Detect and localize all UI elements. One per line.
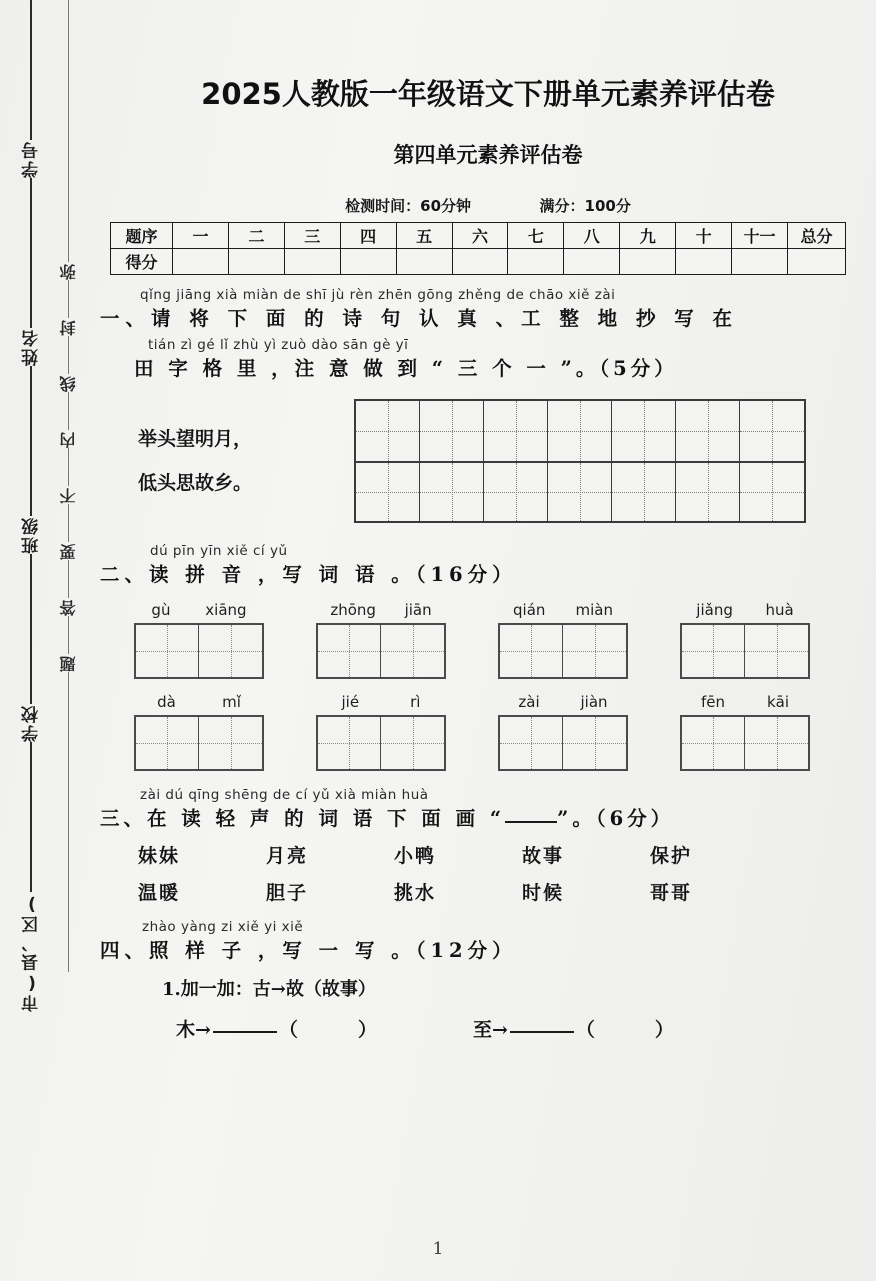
table-row-header xyxy=(111,223,846,249)
word-item xyxy=(680,693,810,771)
pinyin-syllable: mǐ xyxy=(222,693,241,711)
seal-rule-thin xyxy=(68,448,69,486)
seal-column-outer xyxy=(14,0,48,1281)
score-cell-1[interactable] xyxy=(173,249,229,275)
word-cell[interactable] xyxy=(199,717,262,769)
page-title: 2025人教版一年级语文下册单元素养评估卷 xyxy=(201,77,775,111)
score-cell-3[interactable] xyxy=(284,249,340,275)
word-cell[interactable] xyxy=(563,717,626,769)
word-option[interactable]: 保护 xyxy=(650,845,693,867)
word-cell[interactable] xyxy=(318,625,381,677)
grid-cell[interactable] xyxy=(420,461,484,521)
word-pinyin xyxy=(134,693,264,711)
word-cell[interactable] xyxy=(136,625,199,677)
seal-rule-thin xyxy=(68,672,69,972)
score-col-11: 十一 xyxy=(732,223,788,249)
grid-cell[interactable] xyxy=(548,401,612,461)
word-write-box[interactable] xyxy=(316,623,446,679)
word-cell[interactable] xyxy=(381,625,444,677)
seal-rule xyxy=(30,366,32,516)
score-cell-7[interactable] xyxy=(508,249,564,275)
table-row-scores xyxy=(111,249,846,275)
score-col-7: 七 xyxy=(508,223,564,249)
fill-prefix: 木→ xyxy=(176,1019,211,1041)
seal-char-da: 答 xyxy=(58,598,78,616)
word-cell[interactable] xyxy=(563,625,626,677)
pinyin-syllable: qián xyxy=(513,601,546,619)
word-cell[interactable] xyxy=(500,625,563,677)
question-3-word-row-2 xyxy=(100,878,876,905)
paren-open: （ xyxy=(278,1019,298,1041)
word-option[interactable]: 挑水 xyxy=(394,882,437,904)
seal-rule-thin xyxy=(68,616,69,654)
word-item xyxy=(134,693,264,771)
score-cell-total[interactable] xyxy=(788,249,846,275)
grid-cell[interactable] xyxy=(740,461,804,521)
seal-label-city-district: 市(县、区) xyxy=(21,892,42,1012)
word-item xyxy=(316,693,446,771)
seal-char-feng: 封 xyxy=(58,318,78,336)
word-option[interactable]: 妹妹 xyxy=(138,845,181,867)
fill-prefix: 至→ xyxy=(472,1019,508,1041)
word-option[interactable]: 胆子 xyxy=(266,882,309,904)
word-option[interactable]: 月亮 xyxy=(266,845,309,867)
pinyin-syllable: jié xyxy=(341,693,360,711)
poem-line-1: 举头望明月， xyxy=(138,428,253,450)
score-col-total: 总分 xyxy=(788,223,846,249)
pinyin-syllable: huà xyxy=(765,601,794,619)
grid-cell[interactable] xyxy=(612,401,676,461)
seal-label-school: 学校 xyxy=(21,704,42,742)
word-option[interactable]: 故事 xyxy=(522,845,565,867)
word-write-box[interactable] xyxy=(680,715,810,771)
question-2 xyxy=(100,543,876,771)
seal-label-class: 班级 xyxy=(21,516,42,554)
word-item xyxy=(498,601,628,679)
question-4-pinyin-line: zhào yàng zi xiě yi xiě xyxy=(142,919,304,935)
score-col-6: 六 xyxy=(452,223,508,249)
score-cell-4[interactable] xyxy=(340,249,396,275)
word-write-box[interactable] xyxy=(498,715,628,771)
fill-blank-input[interactable] xyxy=(510,1031,574,1033)
seal-rule xyxy=(30,0,32,140)
question-1-pinyin-line-1: qǐng jiāng xià miàn de shī jù rèn zhēn gōng zhěng de chāo xiě zài xyxy=(140,287,616,303)
question-4-text: 四、照 样 子 ，写 一 写 。（12分） xyxy=(100,939,517,962)
question-2-text: 二、读 拼 音 ，写 词 语 。（16分） xyxy=(100,563,517,586)
word-item xyxy=(134,601,264,679)
pinyin-syllable: jiàn xyxy=(580,693,608,711)
seal-char-bu: 不 xyxy=(58,486,78,504)
word-cell[interactable] xyxy=(381,717,444,769)
seal-rule-thin xyxy=(68,336,69,374)
seal-rule-thin xyxy=(68,392,69,430)
score-cell-10[interactable] xyxy=(676,249,732,275)
seal-rule-thin xyxy=(68,0,69,262)
question-1-body xyxy=(100,399,876,523)
question-4-fill-row xyxy=(100,1015,876,1042)
seal-char-nei: 内 xyxy=(58,430,78,448)
exam-meta xyxy=(100,195,876,216)
score-cell-6[interactable] xyxy=(452,249,508,275)
grid-cell[interactable] xyxy=(740,401,804,461)
word-item xyxy=(316,601,446,679)
pinyin-syllable: jiān xyxy=(404,601,432,619)
word-pinyin xyxy=(134,601,264,619)
word-pinyin xyxy=(316,601,446,619)
word-cell[interactable] xyxy=(682,625,745,677)
pinyin-syllable: gù xyxy=(151,601,171,619)
score-cell-5[interactable] xyxy=(396,249,452,275)
word-answer-row-2 xyxy=(100,693,876,771)
seal-rule xyxy=(30,742,32,892)
score-col-3: 三 xyxy=(284,223,340,249)
seal-char-xian: 线 xyxy=(58,374,78,392)
pinyin-syllable: zhōng xyxy=(330,601,376,619)
pinyin-syllable: kāi xyxy=(766,693,789,711)
question-2-pinyin-line: dú pīn yīn xiě cí yǔ xyxy=(150,543,288,559)
word-pinyin xyxy=(680,693,810,711)
word-write-box[interactable] xyxy=(134,623,264,679)
grid-cell[interactable] xyxy=(420,401,484,461)
word-write-box[interactable] xyxy=(680,623,810,679)
underline-sample-icon xyxy=(505,821,557,823)
seal-rule xyxy=(30,178,32,328)
page-subtitle: 第四单元素养评估卷 xyxy=(393,143,583,167)
word-cell[interactable] xyxy=(318,717,381,769)
grid-cell[interactable] xyxy=(356,461,420,521)
word-item xyxy=(498,693,628,771)
word-cell[interactable] xyxy=(136,717,199,769)
word-cell[interactable] xyxy=(745,717,808,769)
paren-close: ） xyxy=(654,1019,674,1041)
paren-open: （ xyxy=(575,1019,595,1041)
pinyin-syllable: xiāng xyxy=(205,601,247,619)
score-col-9: 九 xyxy=(620,223,676,249)
score-table-row-label: 题序 xyxy=(111,223,173,249)
score-col-10: 十 xyxy=(676,223,732,249)
fill-blank-input[interactable] xyxy=(213,1031,277,1033)
word-option[interactable]: 时候 xyxy=(522,882,565,904)
pinyin-syllable: zài xyxy=(518,693,540,711)
grid-cell[interactable] xyxy=(484,401,548,461)
word-pinyin xyxy=(680,601,810,619)
poem-block xyxy=(138,417,348,505)
word-cell[interactable] xyxy=(199,625,262,677)
score-col-2: 二 xyxy=(228,223,284,249)
word-pinyin xyxy=(498,601,628,619)
word-cell[interactable] xyxy=(682,717,745,769)
grid-cell[interactable] xyxy=(676,401,740,461)
seal-label-name: 姓名 xyxy=(21,328,42,366)
seal-rule-thin xyxy=(68,280,69,318)
grid-cell[interactable] xyxy=(676,461,740,521)
word-cell[interactable] xyxy=(500,717,563,769)
question-1-text-line-2: 田 字 格 里 ，注 意 做 到 “ 三 个 一 ”。（5分） xyxy=(134,357,678,380)
question-1-text-line-1: 一、请 将 下 面 的 诗 句 认 真 、工 整 地 抄 写 在 xyxy=(100,307,739,330)
word-write-box[interactable] xyxy=(316,715,446,771)
word-option[interactable]: 小鸭 xyxy=(394,845,437,867)
tianzige-grid-answer-area[interactable] xyxy=(354,399,806,523)
seal-char-yao: 要 xyxy=(58,542,78,560)
question-1 xyxy=(100,287,876,523)
score-cell-9[interactable] xyxy=(620,249,676,275)
exam-duration-label: 检测时间：60分钟 xyxy=(345,197,472,215)
seal-rule xyxy=(30,554,32,704)
word-option[interactable]: 哥哥 xyxy=(650,882,693,904)
seal-char-mi: 弥 xyxy=(58,262,78,280)
word-item xyxy=(680,601,810,679)
seal-rule-thin xyxy=(68,560,69,598)
pinyin-syllable: dà xyxy=(157,693,176,711)
score-col-1: 一 xyxy=(173,223,229,249)
word-pinyin xyxy=(316,693,446,711)
word-write-box[interactable] xyxy=(498,623,628,679)
score-col-8: 八 xyxy=(564,223,620,249)
word-pinyin xyxy=(498,693,628,711)
seal-char-ti: 题 xyxy=(58,654,78,672)
question-4-example: 1.加一加：古→故（故事） xyxy=(162,979,376,1000)
grid-cell[interactable] xyxy=(612,461,676,521)
page-number: 1 xyxy=(432,1239,444,1259)
fill-item-2 xyxy=(473,1015,674,1042)
score-col-5: 五 xyxy=(396,223,452,249)
question-3-pinyin-line: zài dú qīng shēng de cí yǔ xià miàn huà xyxy=(140,787,429,803)
score-table xyxy=(110,222,846,275)
question-4 xyxy=(100,919,876,1042)
score-cell-8[interactable] xyxy=(564,249,620,275)
grid-cell[interactable] xyxy=(548,461,612,521)
pinyin-syllable: rì xyxy=(410,693,421,711)
word-option[interactable]: 温暖 xyxy=(138,882,181,904)
fill-item-1 xyxy=(176,1015,377,1042)
poem-line-2: 低头思故乡。 xyxy=(138,472,253,494)
word-answer-row-1 xyxy=(100,601,876,679)
score-cell-2[interactable] xyxy=(228,249,284,275)
paren-close: ） xyxy=(357,1019,377,1041)
exam-full-score-label: 满分：100分 xyxy=(539,197,631,215)
seal-rule-thin xyxy=(68,504,69,542)
grid-cell[interactable] xyxy=(356,401,420,461)
score-col-4: 四 xyxy=(340,223,396,249)
seal-label-student-id: 学号 xyxy=(21,140,42,178)
question-3-text-prefix: 三、在 读 轻 声 的 词 语 下 面 画 “ xyxy=(100,807,506,830)
word-cell[interactable] xyxy=(745,625,808,677)
score-cell-11[interactable] xyxy=(732,249,788,275)
question-3-text xyxy=(100,803,876,831)
question-3-word-row-1 xyxy=(100,841,876,868)
pinyin-syllable: miàn xyxy=(575,601,613,619)
seal-column-inner xyxy=(52,0,84,1281)
pinyin-syllable: jiǎng xyxy=(696,601,733,619)
paper-content xyxy=(100,0,876,1281)
question-3-text-suffix: ”。（6分） xyxy=(557,807,675,830)
word-write-box[interactable] xyxy=(134,715,264,771)
pinyin-syllable: fēn xyxy=(700,693,725,711)
score-table-row-label: 得分 xyxy=(111,249,173,275)
grid-cell[interactable] xyxy=(484,461,548,521)
question-3 xyxy=(100,787,876,905)
question-1-pinyin-line-2: tián zì gé lǐ zhù yì zuò dào sān gè yī xyxy=(148,337,409,353)
